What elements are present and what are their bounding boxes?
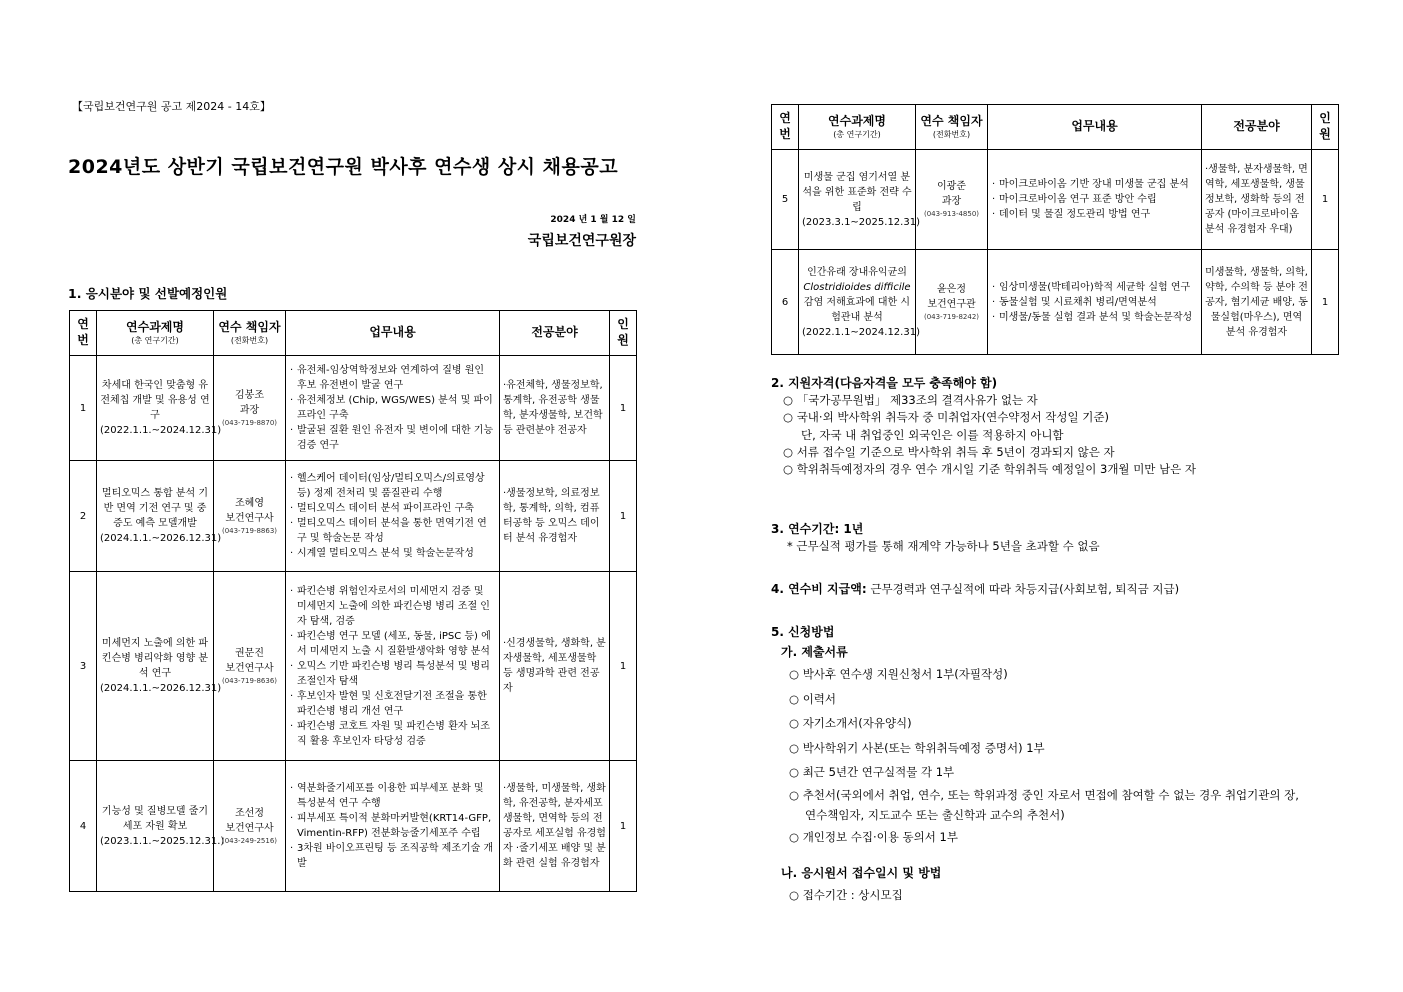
person-position: 과장 [239, 404, 260, 416]
table-row: 4 기능성 및 질병모델 줄기세포 자원 확보 (2023.1.1.~2025.12.31.) 조선정 보건연구사 (043-249-2516) · 역분화줄기세포를 이용한 피부세포 분화 및 특성분석 연구 수행 · 피부세포 특이적 분화마커발현(KRT14-GFP, Vimentin-RFP) 전분화능줄기세포주 수립 · 3차원 바이오프린팅 등 조직공학 제조기술 개발 ·생물학, 미생물학, 생화학, 유전공학, 분자세포생물학, 면역학 등의 전공자로 세포실험 유경험자 ·줄기세포 배양 및 분화 관련 실험 유경험자 1 [70, 761, 637, 892]
table-row: 1 차세대 한국인 맞춤형 유전체칩 개발 및 유용성 연구 (2022.1.1.~2024.12.31) 김봉조 과장 (043-719-8870) · 유전체-임상역학정보와 연계하여 질병 원인 후보 유전변이 발굴 연구 · 유전체정보 (Chip, WGS/WES) 분석 및 파이프라인 구축 · 발굴된 질환 원인 유전자 및 변이에 대한 기능 검증 연구 ·유전체학, 생물정보학, 통계학, 유전공학 생물학, 분자생물학, 보건학 등 관련분야 전공자 1 [70, 356, 637, 461]
major-fields: 미생물학, 생물학, 의학, 약학, 수의학 등 분야 전공자, 혐기세균 배양, 동물실험(마우스), 면역 분석 유경험자 [1202, 250, 1312, 355]
application-period: ○ 접수기간 : 상시모집 [789, 888, 903, 902]
table-row: 3 미세먼지 노출에 의한 파킨슨병 병리악화 영향 분석 연구 (2024.1.1.~2026.12.31) 권문진 보건연구사 (043-719-8636) · 파킨슨병 위험인자로서의 미세먼지 검증 및 미세먼지 노출에 의한 파킨슨병 병리 조절 인자 탐색, 검증 · 파킨슨병 연구 모델 (세포, 동물, iPSC 등) 에서 미세먼지 노출 시 질환발생악화 영향 분석 · 오믹스 기반 파킨슨병 병리 특성분석 및 병리조절인자 탐색 · 후보인자 발현 및 신호전달기전 조절을 통한 파킨슨병 병리 개선 연구 · 파킨슨병 코호트 자원 및 파킨슨병 환자 뇌조직 활용 후보인자 타당성 검증 ·신경생물학, 생화학, 분자생물학, 세포생물학 등 생명과학 관련 전공자 1 [70, 572, 637, 761]
col-count: 인원 [1312, 105, 1339, 150]
section-3-note: * 근무실적 평가를 통해 재계약 가능하나 5년을 초과할 수 없음 [787, 539, 1100, 553]
list-item: ○ 학위취득예정자의 경우 연수 개시일 기준 학위취득 예정일이 3개월 미만 남은 자 [783, 462, 1197, 476]
task-period: (2023.3.1~2025.12.31) [802, 216, 920, 228]
list-item: ○ 추천서(국외에서 취업, 연수, 또는 학위과정 중인 자로서 면접에 참여할 수 없는 경우 취업기관의 장, [789, 787, 1299, 802]
col-field: 전공분야 [1202, 105, 1312, 150]
issuer: 국립보건연구원장 [527, 233, 636, 249]
list-item: ○ 「국가공무원법」 제33조의 결격사유가 없는 자 [783, 393, 1038, 407]
page-title: 2024년도 상반기 국립보건연구원 박사후 연수생 상시 채용공고 [68, 156, 619, 178]
major-fields: ·생물학, 분자생물학, 면역학, 세포생물학, 생물정보학, 생화학 등의 전공자 (마이크로바이옴 분석 유경험자 우대) [1202, 150, 1312, 250]
list-item: 단, 자국 내 취업중인 외국인은 이를 적용하지 아니함 [801, 427, 1064, 442]
section-4 [771, 580, 1381, 598]
notice-number: 【국립보건연구원 공고 제2024 - 14호】 [72, 100, 271, 113]
list-item: ○ 박사학위기 사본(또는 학위취득예정 증명서) 1부 [789, 740, 1045, 755]
task-title: 미세먼지 노출에 의한 파킨슨병 병리악화 영향 분석 연구 [101, 638, 209, 679]
task-title: 멀티오믹스 통합 분석 기반 면역 기전 연구 및 중증도 예측 모델개발 [101, 488, 209, 529]
section-5-heading: 5. 신청방법 [771, 625, 835, 639]
work-list: · 임상미생물(박테리아)학적 세균학 실험 연구 · 동물실험 및 시료채취 병리/면역분석 · 미생물/동물 실험 결과 분석 및 학술논문작성 [991, 280, 1198, 325]
person-phone: (043-913-4850) [923, 210, 980, 219]
task-title: 차세대 한국인 맞춤형 유전체칩 개발 및 유용성 연구 [100, 380, 210, 421]
section-4-heading: 4. 연수비 지급액: [771, 582, 867, 596]
section-2 [771, 374, 1381, 478]
section-4-text: 근무경력과 연구실적에 따라 차등지급(사회보험, 퇴직금 지급) [870, 582, 1180, 596]
person-position: 보건연구사 [225, 822, 274, 834]
section-5 [771, 622, 1391, 908]
table-row: 5 미생물 군집 염기서열 분석을 위한 표준화 전략 수립 (2023.3.1~2025.12.31) 이광준 과장 (043-913-4850) · 마이크로바이옴 기반 장내 미생물 군집 분석 · 마이크로바이옴 연구 표준 방안 수립 · 데이터 및 물질 정도관리 방법 연구 ·생물학, 분자생물학, 면역학, 세포생물학, 생물정보학, 생화학 등의 전공자 (마이크로바이옴 분석 유경험자 우대) 1 [772, 150, 1339, 250]
person-name: 이광준 [937, 181, 966, 193]
col-person: 연수 책임자 (전화번호) [916, 105, 988, 150]
task-period: (2023.1.1.~2025.12.31.) [100, 835, 225, 847]
positions-table-left [69, 310, 637, 892]
task-period: (2024.1.1.~2026.12.31) [100, 533, 222, 544]
work-list: · 파킨슨병 위험인자로서의 미세먼지 검증 및 미세먼지 노출에 의한 파킨슨병 병리 조절 인자 탐색, 검증 · 파킨슨병 연구 모델 (세포, 동물, iPSC 등) 에서 미세먼지 노출 시 질환발생악화 영향 분석 · 오믹스 기반 파킨슨병 병리 특성분석 및 병리조절인자 탐색 · 후보인자 발현 및 신호전달기전 조절을 통한 파킨슨병 병리 개선 연구 · 파킨슨병 코호트 자원 및 파킨슨병 환자 뇌조직 활용 후보인자 타당성 검증 [289, 584, 496, 749]
section-5-sub-a: 가. 제출서류 [781, 645, 848, 659]
person-phone: (043-719-8863) [221, 526, 278, 535]
list-item: ○ 서류 접수일 기준으로 박사학위 취득 후 5년이 경과되지 않은 자 [783, 444, 1115, 459]
col-person: 연수 책임자 (전화번호) [214, 311, 286, 356]
section-2-heading: 2. 지원자격(다음자격을 모두 충족해야 함) [771, 376, 998, 390]
section-1-heading: 1. 응시분야 및 선발예정인원 [68, 286, 228, 301]
announcement-date: 2024 년 1 월 12 일 [550, 215, 636, 225]
list-item: ○ 박사후 연수생 지원신청서 1부(자필작성) [789, 667, 1008, 681]
col-task: 연수과제명 (총 연구기간) [799, 105, 916, 150]
work-list: · 유전체-임상역학정보와 연계하여 질병 원인 후보 유전변이 발굴 연구 · 유전체정보 (Chip, WGS/WES) 분석 및 파이프라인 구축 · 발굴된 질환 원인 유전자 및 변이에 대한 기능 검증 연구 [289, 363, 496, 453]
work-list: · 헬스케어 데이터(임상/멀티오믹스/의료영상 등) 정제 전처리 및 품질관리 수행 · 멀티오믹스 데이터 분석 파이프라인 구축 · 멀티오믹스 데이터 분석을 통한 면역기전 연구 및 학술논문 작성 · 시계열 멀티오믹스 분석 및 학술논문작성 [289, 471, 496, 561]
person-name: 조선정 [235, 807, 264, 819]
major-fields: ·생물정보학, 의료정보학, 통계학, 의학, 컴퓨터공학 등 오믹스 데이터 분석 유경험자 [500, 461, 610, 572]
section-5-sub-b: 나. 응시원서 접수일시 및 방법 [781, 866, 942, 880]
person-position: 과장 [941, 196, 962, 208]
person-phone: (043-719-8242) [923, 312, 980, 321]
person-phone: (043-719-8870) [221, 418, 278, 427]
list-item: ○ 자기소개서(자유양식) [789, 716, 912, 730]
list-item: ○ 개인정보 수집·이용 동의서 1부 [789, 829, 958, 844]
person-name: 조혜영 [235, 497, 264, 509]
positions-table-right [771, 104, 1339, 355]
task-period: (2022.1.1~2024.12.31) [802, 326, 920, 338]
task-period: (2022.1.1.~2024.12.31) [100, 425, 222, 436]
person-name: 권문진 [235, 647, 264, 659]
list-item: ○ 이력서 [789, 691, 837, 706]
work-list: · 역분화줄기세포를 이용한 피부세포 분화 및 특성분석 연구 수행 · 피부세포 특이적 분화마커발현(KRT14-GFP, Vimentin-RFP) 전분화능줄기세포주 수립 · 3차원 바이오프린팅 등 조직공학 제조기술 개발 [289, 781, 496, 871]
col-task: 연수과제명 (총 연구기간) [97, 311, 214, 356]
person-phone: (043-719-8636) [221, 676, 278, 685]
task-title: 인간유래 장내유익균의 Clostridioides difficile 감염 저해효과에 대한 시험관내 분석 [803, 266, 911, 323]
col-work: 업무내용 [988, 105, 1202, 150]
task-title: 미생물 군집 염기서열 분석을 위한 표준화 전략 수립 [802, 171, 912, 213]
person-name: 김봉조 [235, 389, 264, 401]
person-phone: (043-249-2516) [221, 836, 278, 845]
person-position: 보건연구사 [225, 662, 274, 674]
work-list: · 마이크로바이옴 기반 장내 미생물 군집 분석 · 마이크로바이옴 연구 표준 방안 수립 · 데이터 및 물질 정도관리 방법 연구 [991, 177, 1198, 222]
major-fields: ·신경생물학, 생화학, 분자생물학, 세포생물학 등 생명과학 관련 전공자 [500, 572, 610, 761]
list-item: ○ 국내·외 박사학위 취득자 중 미취업자(연수약정서 작성일 기준) [783, 410, 1109, 425]
task-period: (2024.1.1.~2026.12.31) [100, 683, 222, 694]
major-fields: ·생물학, 미생물학, 생화학, 유전공학, 분자세포생물학, 면역학 등의 전공자로 세포실험 유경험자 ·줄기세포 배양 및 분화 관련 실험 유경험자 [500, 761, 610, 892]
col-work: 업무내용 [286, 311, 500, 356]
task-title: 기능성 및 질병모델 줄기세포 자원 확보 [101, 805, 209, 832]
person-position: 보건연구관 [927, 298, 976, 310]
table-row: 6 인간유래 장내유익균의 Clostridioides difficile 감염 저해효과에 대한 시험관내 분석 (2022.1.1~2024.12.31) 윤은정 보건연구관 (043-719-8242) · 임상미생물(박테리아)학적 세균학 실험 연구 · 동물실험 및 시료채취 병리/면역분석 · 미생물/동물 실험 결과 분석 및 학술논문작성 미생물학, 생물학, 의학, 약학, 수의학 등 분야 전공자, 혐기세균 배양, 동물실험(마우스), 면역 분석 유경험자 1 [772, 250, 1339, 355]
col-count: 인원 [610, 311, 637, 356]
col-field: 전공분야 [500, 311, 610, 356]
list-item: ○ 최근 5년간 연구실적물 각 1부 [789, 765, 955, 779]
col-no: 연번 [70, 311, 97, 356]
section-3 [771, 520, 1381, 555]
list-item: 연수책임자, 지도교수 또는 출신학과 교수의 추천서) [805, 807, 1065, 822]
table-row: 2 멀티오믹스 통합 분석 기반 면역 기전 연구 및 중증도 예측 모델개발 (2024.1.1.~2026.12.31) 조혜영 보건연구사 (043-719-8863) · 헬스케어 데이터(임상/멀티오믹스/의료영상 등) 정제 전처리 및 품질관리 수행 · 멀티오믹스 데이터 분석 파이프라인 구축 · 멀티오믹스 데이터 분석을 통한 면역기전 연구 및 학술논문 작성 · 시계열 멀티오믹스 분석 및 학술논문작성 ·생물정보학, 의료정보학, 통계학, 의학, 컴퓨터공학 등 오믹스 데이터 분석 유경험자 1 [70, 461, 637, 572]
person-name: 윤은정 [937, 283, 966, 295]
section-3-heading: 3. 연수기간: 1년 [771, 522, 864, 536]
person-position: 보건연구사 [225, 512, 274, 524]
major-fields: ·유전체학, 생물정보학, 통계학, 유전공학 생물학, 분자생물학, 보건학 등 관련분야 전공자 [500, 356, 610, 461]
col-no: 연번 [772, 105, 799, 150]
